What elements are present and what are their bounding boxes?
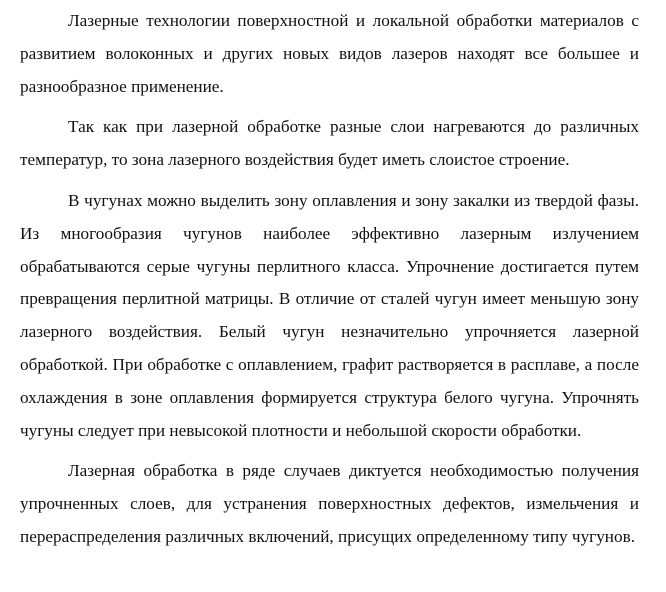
document-page <box>20 5 639 562</box>
paragraph-laser-treatment-purpose: Лазерная обработка в ряде случаев диктуется необходимостью получения упрочненных слоев, для устранения поверхностных дефектов, измельчения и перераспределения различных включений, присущих определенному типу чугунов. <box>20 461 639 546</box>
paragraph-laser-technologies: Лазерные технологии поверхностной и локальной обработки материалов с развитием волоконных и других новых видов лазеров находят все большее и разнообразное применение. <box>20 11 639 96</box>
paragraph-layered-structure: Так как при лазерной обработке разные слои нагреваются до различных температур, то зона лазерного воздействия будет иметь слоистое строение. <box>20 117 639 170</box>
paragraph-cast-iron-zones: В чугунах можно выделить зону оплавления и зону закалки из твердой фазы. Из многообразия чугунов наиболее эффективно лазерным излучением обрабатываются серые чугуны перлитного класса. Упрочнение достигается путем превращения перлитной матрицы. В отличие от сталей чугун имеет меньшую зону лазерного воздействия. Белый чугун незначительно упрочняется лазерной обработкой. При обработке с оплавлением, графит растворяется в расплаве, а после охлаждения в зоне оплавления формируется структура белого чугуна. Упрочнять чугуны следует при невысокой плотности и небольшой скорости обработки. <box>20 190 639 440</box>
